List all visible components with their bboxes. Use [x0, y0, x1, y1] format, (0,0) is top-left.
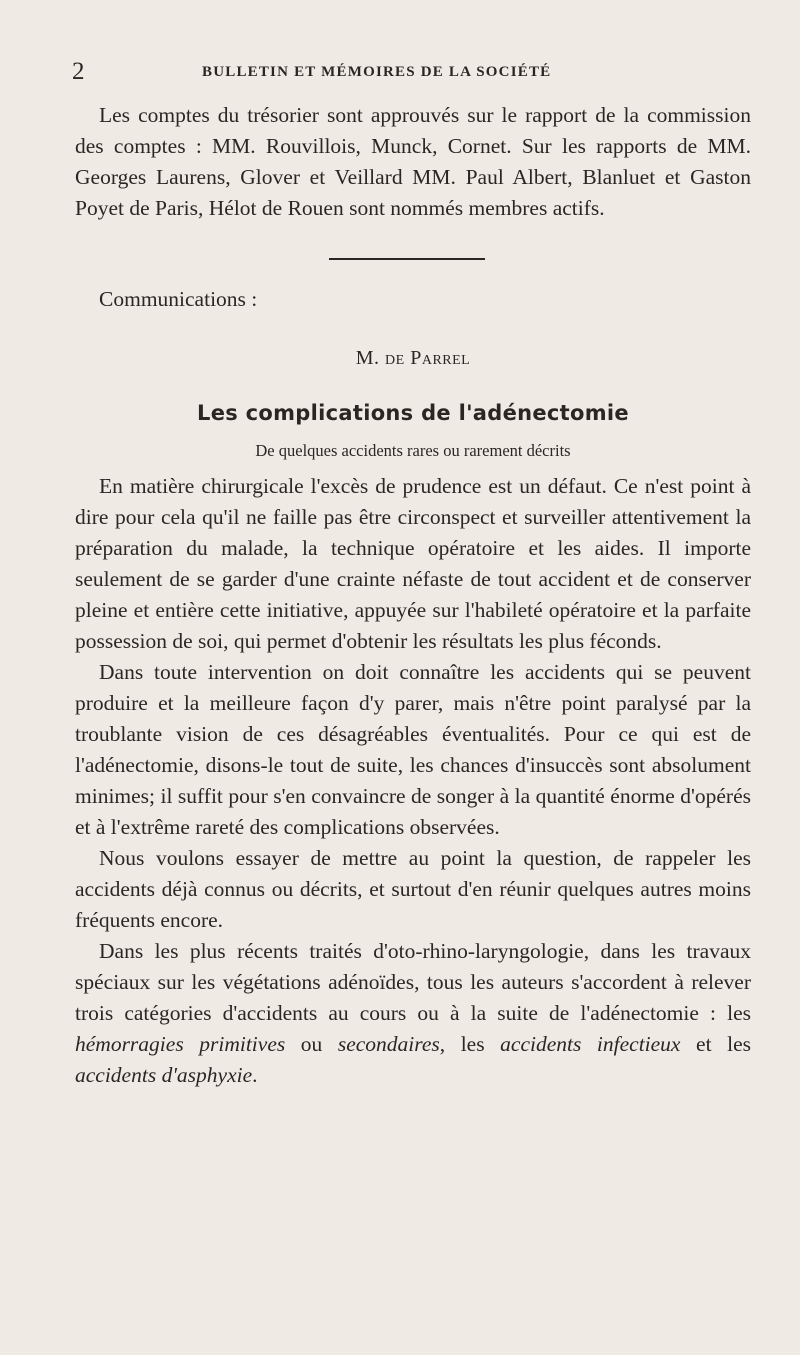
page-header: [72, 58, 762, 88]
body-paragraph: Nous voulons essayer de mettre au point la question, de rappeler les accidents déjà connus ou décrits, et surtout d'en réunir quelques autres moins fréquents encore.: [75, 846, 751, 932]
term-primary-hemorrhage: hémorragies primitives: [75, 1032, 286, 1056]
article-title: Les complications de l'adénectomie: [197, 401, 629, 425]
body-paragraph: En matière chirurgicale l'excès de prudence est un défaut. Ce n'est point à dire pour cela qu'il ne faille pas être circonspect et surveiller attentivement la préparation du malade, la technique opératoire et les aides. Il importe seulement de se garder d'une crainte néfaste de tout accident et de conserver pleine et entière cette initiative, appuyée sur l'habileté opératoire et la parfaite possession de soi, qui permet d'obtenir les résultats les plus féconds.: [75, 474, 751, 653]
running-head: BULLETIN ET MÉMOIRES DE LA SOCIÉTÉ: [202, 64, 552, 80]
body-paragraph-final: [75, 936, 751, 1091]
minutes-paragraph: Les comptes du trésorier sont approuvés sur le rapport de la commission des comptes : MM. Rouvillois, Munck, Cornet. Sur les rapports de MM. Georges Laurens, Glover et Veillard MM. Paul Albert, Blanluet et Gaston Poyet de Paris, Hélot de Rouen sont nommés membres actifs.: [75, 103, 751, 220]
article-author: [75, 343, 751, 374]
page-content: [75, 100, 751, 1091]
connector-text: ou: [285, 1032, 338, 1056]
author-name: de Parrel: [385, 347, 471, 369]
communications-label: Communications :: [99, 287, 258, 311]
term-infectious-accidents: accidents infectieux: [500, 1032, 681, 1056]
article-subtitle: De quelques accidents rares ou rarement décrits: [255, 441, 571, 460]
connector-text: , les: [439, 1032, 501, 1056]
body-paragraph: Dans toute intervention on doit connaître les accidents qui se peuvent produire et la meilleure façon d'y parer, mais n'être point paralysé par la troublante vision de ces désagréables éventualités. Pour ce qui est de l'adénectomie, disons-le tout de suite, les chances d'insuccès sont absolument minimes; il suffit pour s'en convaincre de songer à la quantité énorme d'opérés et à l'extrême rareté des complications observées.: [75, 660, 751, 839]
closing-punctuation: .: [252, 1063, 258, 1087]
term-secondary: secondaires: [337, 1032, 440, 1056]
section-divider: [329, 258, 485, 260]
term-asphyxia-accidents: accidents d'asphyxie: [75, 1063, 253, 1087]
page-number: 2: [72, 58, 85, 85]
author-prefix: M.: [355, 347, 386, 369]
final-lead-text: Dans les plus récents traités d'oto-rhino-laryngologie, dans les travaux spéciaux sur les végétations adénoïdes, tous les auteurs s'accordent à relever trois catégories d'accidents au cours ou à la suite de l'adénectomie : les: [75, 939, 751, 1025]
connector-text: et les: [680, 1032, 752, 1056]
